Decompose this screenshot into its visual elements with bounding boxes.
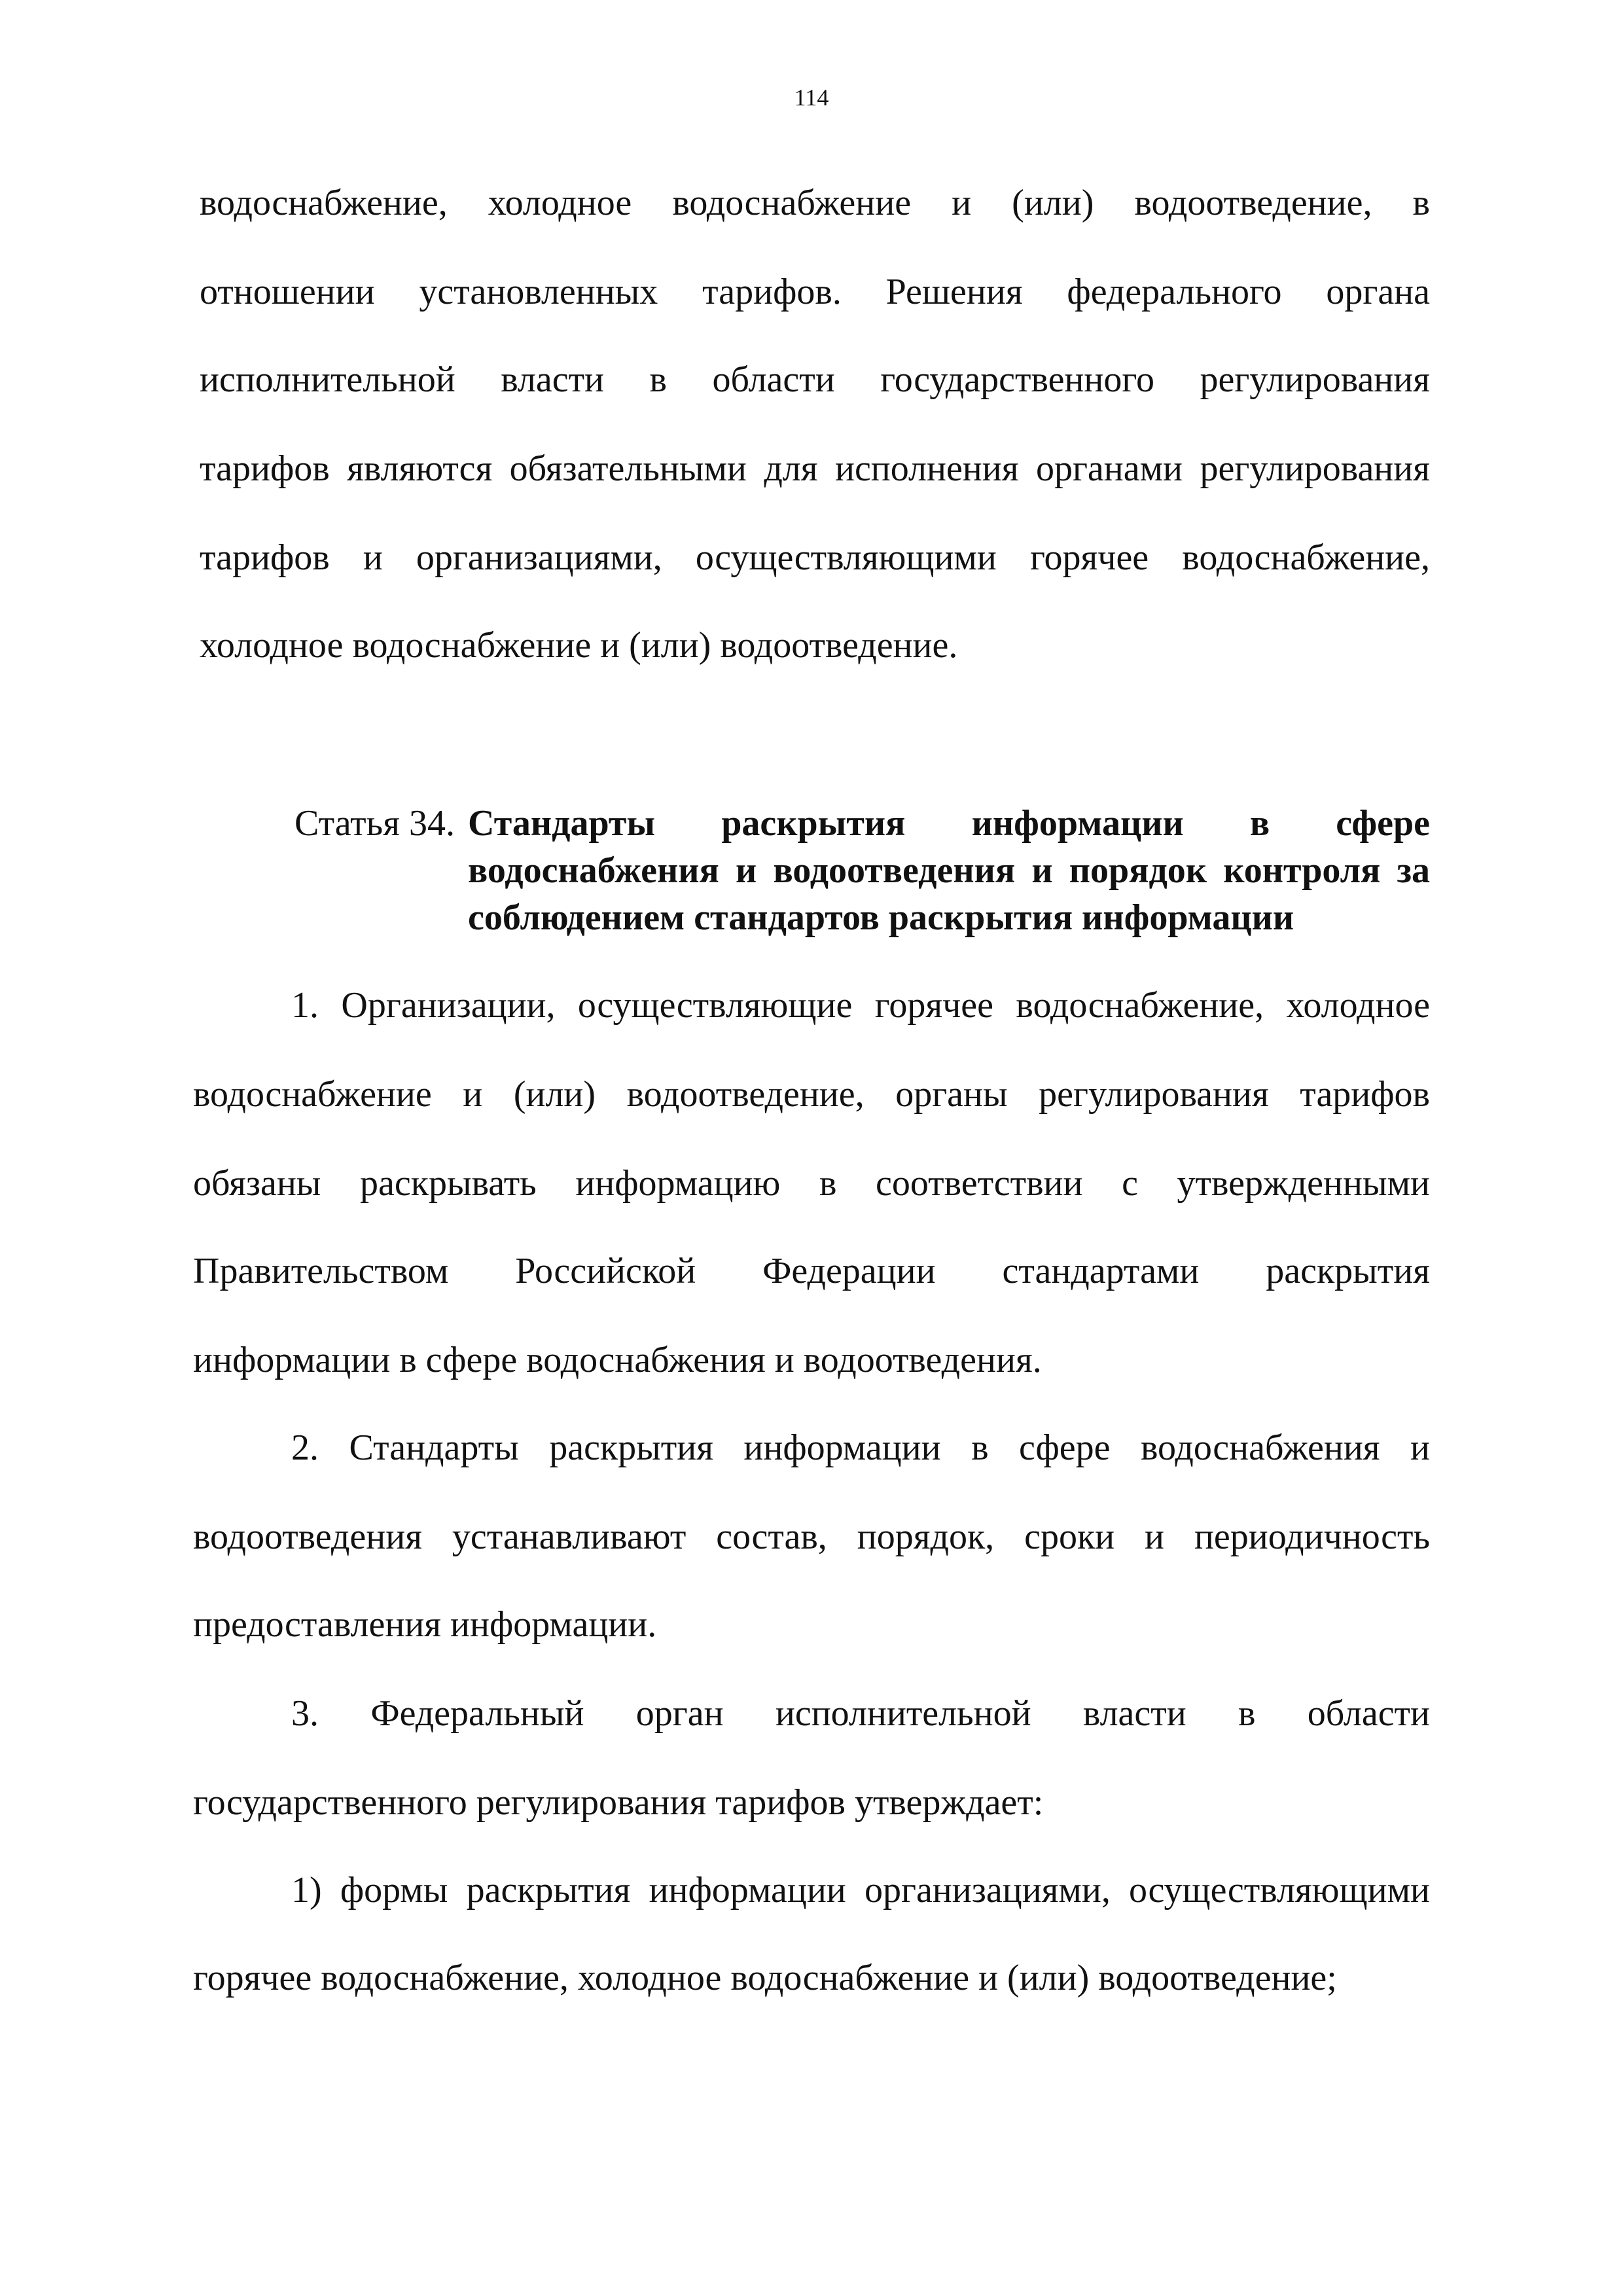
text-line: водоотведения устанавливают состав, порядок, сроки и периодичность xyxy=(193,1516,1430,1557)
text-line: 3. Федеральный орган исполнительной власти в области xyxy=(291,1693,1430,1734)
article-title-line: водоснабжения и водоотведения и порядок контроля за xyxy=(468,850,1430,891)
text-line: 1) формы раскрытия информации организациями, осуществляющими xyxy=(291,1870,1430,1910)
article-title-line: Стандарты раскрытия информации в сфере xyxy=(468,803,1430,844)
text-line: Правительством Российской Федерации стандартами раскрытия xyxy=(193,1251,1430,1291)
text-line: обязаны раскрывать информацию в соответствии с утвержденными xyxy=(193,1163,1430,1204)
text-line: предоставления информации. xyxy=(193,1604,657,1645)
text-line: исполнительной власти в области государственного регулирования xyxy=(200,359,1430,400)
article-label: Статья 34. xyxy=(294,803,455,844)
article-title-line: соблюдением стандартов раскрытия информации xyxy=(468,897,1294,938)
text-line: информации в сфере водоснабжения и водоотведения. xyxy=(193,1340,1042,1380)
text-line: государственного регулирования тарифов утверждает: xyxy=(193,1782,1044,1823)
text-line: горячее водоснабжение, холодное водоснабжение и (или) водоотведение; xyxy=(193,1958,1337,1998)
text-line: тарифов и организациями, осуществляющими горячее водоснабжение, xyxy=(200,537,1430,578)
text-line: 1. Организации, осуществляющие горячее водоснабжение, холодное xyxy=(291,985,1430,1026)
text-line: водоснабжение, холодное водоснабжение и (или) водоотведение, в xyxy=(200,183,1430,223)
page-number: 114 xyxy=(794,84,829,111)
text-line: 2. Стандарты раскрытия информации в сфере водоснабжения и xyxy=(291,1427,1430,1468)
text-line: водоснабжение и (или) водоотведение, органы регулирования тарифов xyxy=(193,1074,1430,1115)
text-line: отношении установленных тарифов. Решения федерального органа xyxy=(200,272,1430,312)
text-line: тарифов являются обязательными для исполнения органами регулирования xyxy=(200,448,1430,489)
text-line: холодное водоснабжение и (или) водоотведение. xyxy=(200,625,958,666)
